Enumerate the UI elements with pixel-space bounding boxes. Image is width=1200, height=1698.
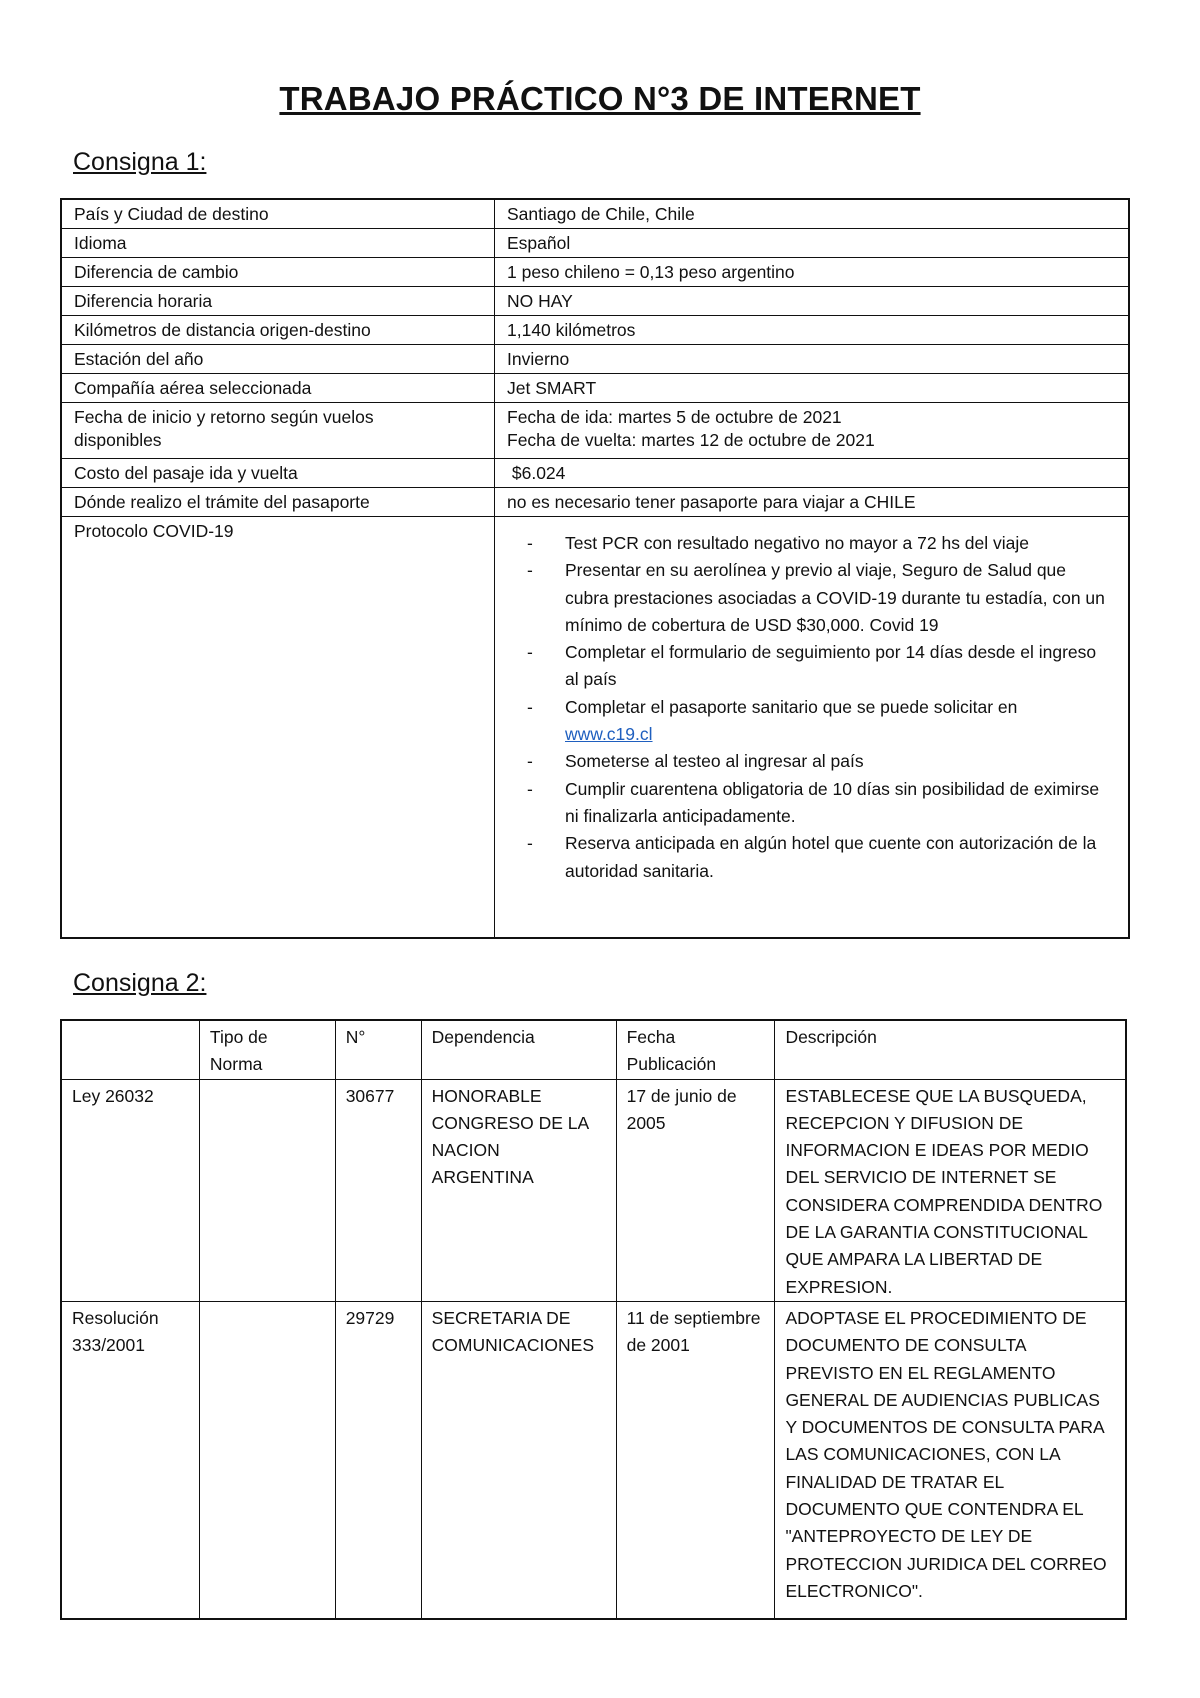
row-value: no es necesario tener pasaporte para viajar a CHILE [495,488,1130,517]
numero-cell: 30677 [335,1079,421,1301]
column-header: Dependencia [421,1020,616,1079]
page-title: TRABAJO PRÁCTICO N°3 DE INTERNET [279,80,921,117]
table-row [61,374,1129,403]
list-item [565,694,1116,749]
c19-link[interactable]: www.c19.cl [565,724,653,745]
table-row [61,517,1129,939]
consigna-2-heading: Consigna 2: [73,969,207,997]
row-label: Compañía aérea seleccionada [61,374,495,403]
table-row [61,258,1129,287]
row-label: Dónde realizo el trámite del pasaporte [61,488,495,517]
row-label: Costo del pasaje ida y vuelta [61,459,495,488]
list-item: - Someterse al testeo al ingresar al país [565,748,1116,775]
list-item-text: Completar el pasaporte sanitario que se puede solicitar en [565,696,1018,717]
fecha-cell: 17 de junio de 2005 [616,1079,775,1301]
tipo-cell [199,1301,335,1619]
column-header: Descripción [775,1020,1126,1079]
dependencia-cell: SECRETARIA DE COMUNICACIONES [421,1301,616,1619]
row-value: NO HAY [495,287,1130,316]
dependencia-cell: HONORABLE CONGRESO DE LA NACION ARGENTINA [421,1079,616,1301]
list-item: - Presentar en su aerolínea y previo al viaje, Seguro de Salud que cubra prestaciones asociadas a COVID-19 durante tu estadía, con un mínimo de cobertura de USD $30,000. Covid 19 [565,557,1116,639]
row-label: País y Ciudad de destino [61,199,495,229]
departure-date: Fecha de ida: martes 5 de octubre de 2021 [507,407,842,427]
table-row [61,287,1129,316]
row-label [61,403,495,459]
covid-protocol-list-cell [495,517,1130,939]
row-value [495,403,1130,459]
tipo-cell [199,1079,335,1301]
row-label: Protocolo COVID-19 [61,517,495,939]
column-header: Fecha Publicación [616,1020,775,1079]
row-label: Diferencia horaria [61,287,495,316]
table-row [61,345,1129,374]
row-value: Jet SMART [495,374,1130,403]
descripcion-cell: ESTABLECESE QUE LA BUSQUEDA, RECEPCION Y DIFUSION DE INFORMACION E IDEAS POR MEDIO DEL SERVICIO DE INTERNET SE CONSIDERA COMPRENDIDA DENTRO DE LA GARANTIA CONSTITUCIONAL QUE AMPARA LA LIBERTAD DE EXPRESION. [775,1079,1126,1301]
row-value: $6.024 [495,459,1130,488]
column-header: Tipo de Norma [199,1020,335,1079]
column-header [61,1020,199,1079]
table-row [61,199,1129,229]
row-value: Invierno [495,345,1130,374]
row-label: Idioma [61,229,495,258]
table-row [61,488,1129,517]
table-row [61,1301,1126,1619]
norma-cell: Resolución 333/2001 [61,1301,199,1619]
table-header-row [61,1020,1126,1079]
list-item: - Test PCR con resultado negativo no mayor a 72 hs del viaje [565,530,1116,557]
row-label: Diferencia de cambio [61,258,495,287]
fecha-cell: 11 de septiembre de 2001 [616,1301,775,1619]
consigna-2-table [60,1019,1127,1620]
row-value: 1 peso chileno = 0,13 peso argentino [495,258,1130,287]
row-label: Kilómetros de distancia origen-destino [61,316,495,345]
row-value: Santiago de Chile, Chile [495,199,1130,229]
table-row [61,316,1129,345]
row-value: Español [495,229,1130,258]
numero-cell: 29729 [335,1301,421,1619]
table-row [61,1079,1126,1301]
norma-cell: Ley 26032 [61,1079,199,1301]
row-label-line: disponibles [74,430,162,450]
consigna-1-table [60,198,1130,939]
list-item: - Cumplir cuarentena obligatoria de 10 días sin posibilidad de eximirse ni finalizarla anticipadamente. [565,776,1116,831]
row-label-line: Fecha de inicio y retorno según vuelos [74,407,374,427]
row-value: 1,140 kilómetros [495,316,1130,345]
descripcion-cell: ADOPTASE EL PROCEDIMIENTO DE DOCUMENTO DE CONSULTA PREVISTO EN EL REGLAMENTO GENERAL DE AUDIENCIAS PUBLICAS Y DOCUMENTOS DE CONSULTA PARA LAS COMUNICACIONES, CON LA FINALIDAD DE TRATAR EL DOCUMENTO QUE CONTENDRA EL "ANTEPROYECTO DE LEY DE PROTECCION JURIDICA DEL CORREO ELECTRONICO". [775,1301,1126,1619]
covid-protocol-list [507,530,1116,885]
consigna-1-heading: Consigna 1: [73,148,207,176]
list-item: - Reserva anticipada en algún hotel que cuente con autorización de la autoridad sanitaria. [565,830,1116,885]
return-date: Fecha de vuelta: martes 12 de octubre de 2021 [507,430,875,450]
column-header: N° [335,1020,421,1079]
table-row [61,403,1129,459]
table-row [61,229,1129,258]
table-row [61,459,1129,488]
list-item: - Completar el formulario de seguimiento por 14 días desde el ingreso al país [565,639,1116,694]
row-label: Estación del año [61,345,495,374]
